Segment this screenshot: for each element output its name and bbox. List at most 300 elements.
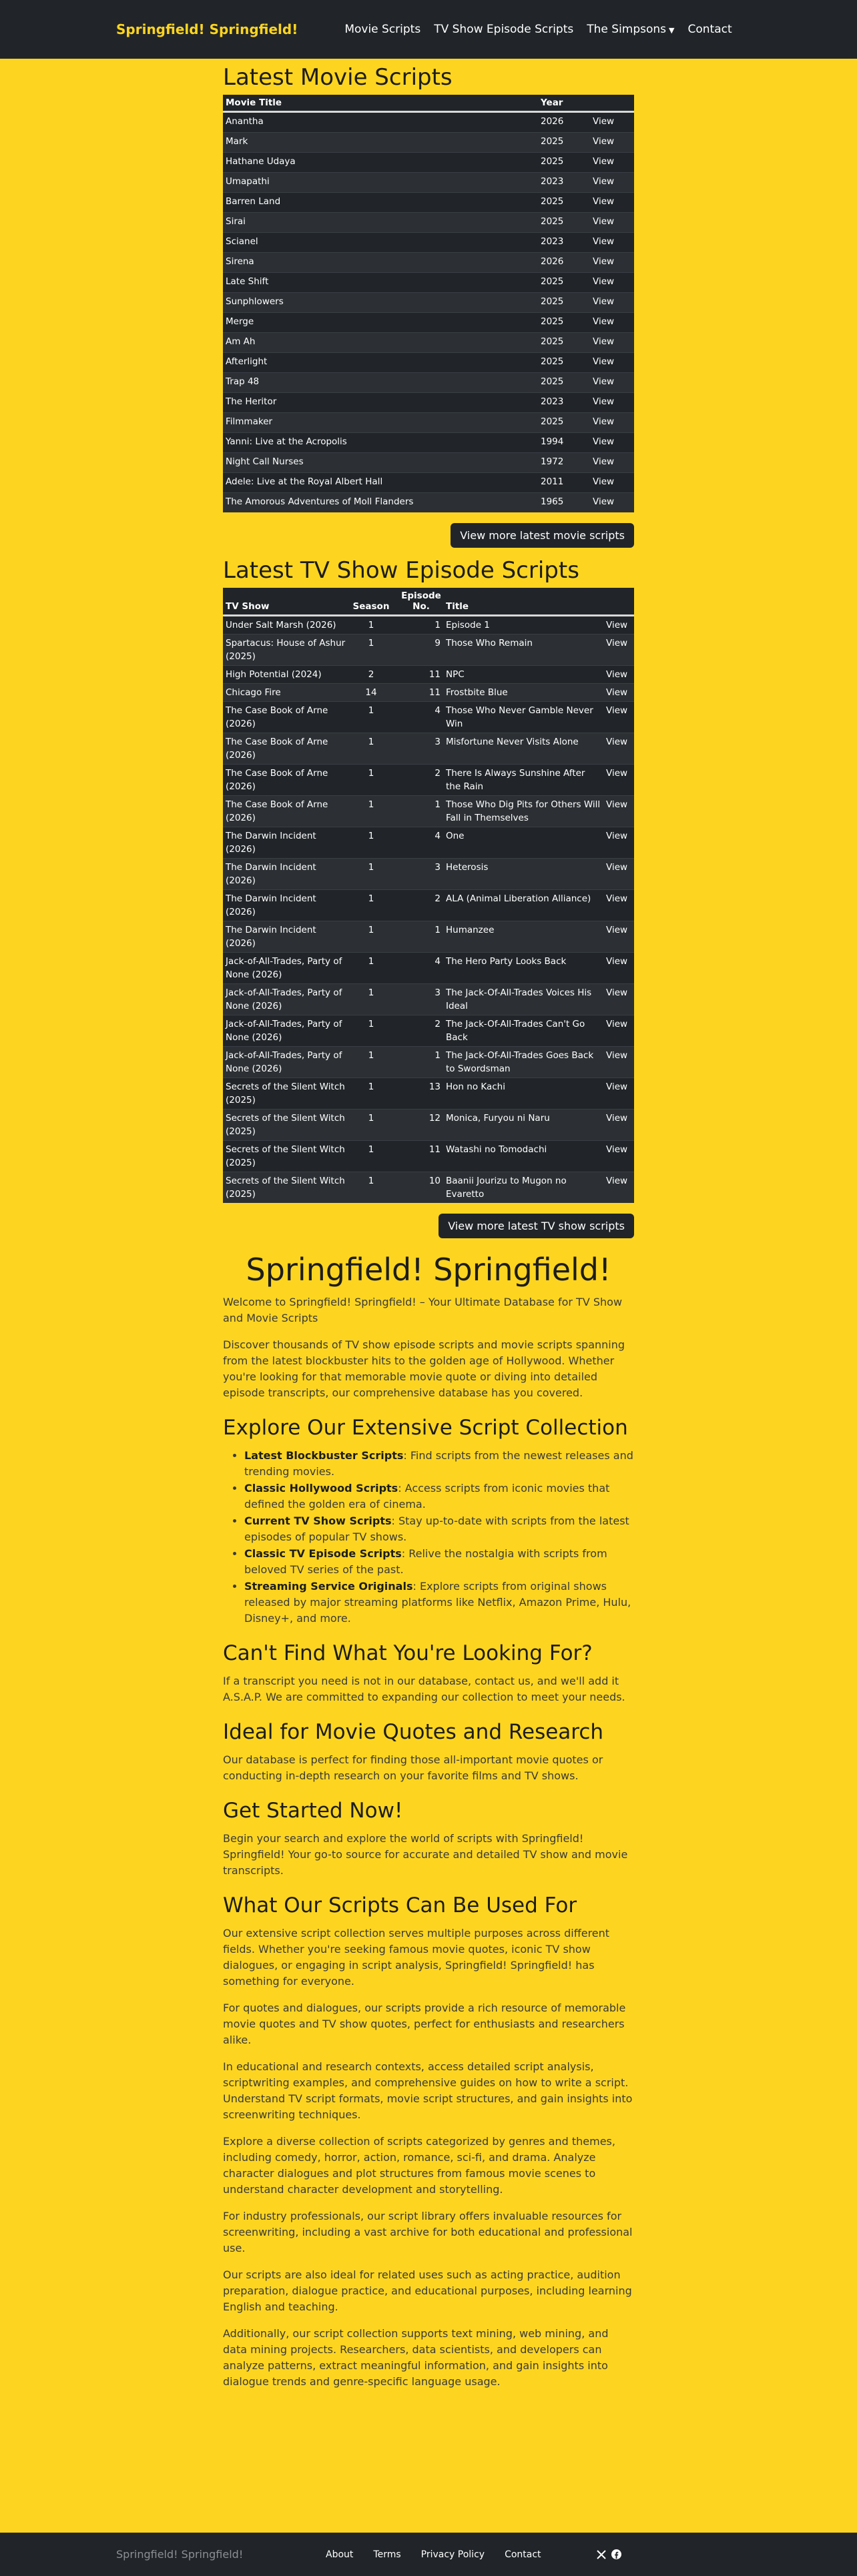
tv-title-link[interactable]: Those Who Dig Pits for Others Will Fall in Themselves <box>446 799 601 823</box>
tv-show-link[interactable]: The Case Book of Arne (2026) <box>226 737 328 761</box>
table-row <box>223 273 634 293</box>
tv-title-link[interactable]: Frostbite Blue <box>446 687 508 698</box>
movie-title-link[interactable]: Adele: Live at the Royal Albert Hall <box>226 476 383 487</box>
tv-title-link[interactable]: The Jack-Of-All-Trades Can't Go Back <box>446 1019 585 1043</box>
movie-title-cell <box>223 173 538 193</box>
tv-view-link[interactable]: View <box>606 1144 628 1155</box>
tv-title-link[interactable]: Heterosis <box>446 862 489 873</box>
tv-title-cell <box>443 1172 603 1204</box>
tv-view-link[interactable]: View <box>606 956 628 967</box>
tv-episode-cell: 4 <box>394 702 443 733</box>
tv-view-cell <box>603 953 634 984</box>
footer-terms-link[interactable]: Terms <box>373 2549 401 2560</box>
movie-view-link[interactable]: View <box>593 136 615 147</box>
tv-title-cell <box>443 1047 603 1078</box>
movie-title-link[interactable]: Merge <box>226 316 254 327</box>
tv-view-cell <box>603 684 634 702</box>
tv-title-cell <box>443 1141 603 1172</box>
collection-item-text: : Explore scripts from original shows released by major streaming platforms like Netflix, Amazon Prime, Hulu, Disney+, and more. <box>244 1580 631 1625</box>
movie-title-cell <box>223 112 538 133</box>
tv-episode-cell: 11 <box>394 666 443 684</box>
collection-item-label: Classic TV Episode Scripts <box>244 1547 402 1560</box>
movie-view-link[interactable]: View <box>593 476 615 487</box>
tv-show-cell <box>223 827 348 859</box>
table-row <box>223 433 634 453</box>
movie-title-link[interactable]: Hathane Udaya <box>226 156 296 167</box>
movie-view-link[interactable]: View <box>593 376 615 387</box>
more-tv-button[interactable]: View more latest TV show scripts <box>439 1214 634 1238</box>
tv-show-link[interactable]: Under Salt Marsh (2026) <box>226 620 336 630</box>
tv-title-link[interactable]: Watashi no Tomodachi <box>446 1144 547 1155</box>
movie-view-cell <box>590 293 634 313</box>
tv-show-cell <box>223 921 348 953</box>
uses-paragraph: Additionally, our script collection supports text mining, web mining, and data mining projects. Researchers, data scientists, and developers can analyze patterns, extract meaningful information, and gain insights into dialogue trends and genre-specific language usage. <box>223 2327 609 2388</box>
table-row <box>223 173 634 193</box>
tv-show-cell <box>223 702 348 733</box>
movie-year-cell: 2025 <box>538 373 590 393</box>
tv-show-link[interactable]: Chicago Fire <box>226 687 281 698</box>
table-row <box>223 1015 634 1047</box>
table-row <box>223 213 634 233</box>
movie-view-link[interactable]: View <box>593 436 615 447</box>
tv-view-link[interactable]: View <box>606 705 628 716</box>
tv-season-cell: 1 <box>348 1047 394 1078</box>
more-movies-button[interactable]: View more latest movie scripts <box>451 523 634 548</box>
tv-title-link[interactable]: Misfortune Never Visits Alone <box>446 737 579 747</box>
tv-show-link[interactable]: The Darwin Incident (2026) <box>226 831 316 855</box>
table-row <box>223 796 634 827</box>
tv-title-cell <box>443 921 603 953</box>
caret-down-icon: ▼ <box>669 26 675 35</box>
movie-view-link[interactable]: View <box>593 336 615 347</box>
tv-episode-cell: 1 <box>394 616 443 634</box>
nav-movie-scripts[interactable]: Movie Scripts <box>344 23 421 36</box>
tv-view-link[interactable]: View <box>606 737 628 747</box>
uses-paragraph: Our extensive script collection serves multiple purposes across different fields. Whether you're seeking famous movie quotes, iconic TV show dialogues, or engaging in script analysis, Springfield! Springfield! has something for everyone. <box>223 1927 610 1988</box>
tv-show-link[interactable]: Jack-of-All-Trades, Party of None (2026) <box>226 1050 342 1074</box>
tv-show-link[interactable]: Jack-of-All-Trades, Party of None (2026) <box>226 1019 342 1043</box>
collection-item-label: Classic Hollywood Scripts <box>244 1482 398 1494</box>
tv-season-cell: 1 <box>348 1110 394 1141</box>
movie-view-link[interactable]: View <box>593 276 615 287</box>
tv-show-cell <box>223 616 348 634</box>
movie-title-link[interactable]: Umapathi <box>226 176 270 187</box>
cant-find-text: If a transcript you need is not in our database, contact us, and we'll add it A.S.A.P. We are committed to expanding our collection to meet your needs. <box>223 1675 625 1703</box>
started-text: Begin your search and explore the world of scripts with Springfield! Springfield! Your go-to source for accurate and detailed TV show and movie transcripts. <box>223 1832 628 1877</box>
collection-item-label: Latest Blockbuster Scripts <box>244 1449 404 1462</box>
tv-show-link[interactable]: The Case Book of Arne (2026) <box>226 799 328 823</box>
collection-item-text: : Stay up-to-date with scripts from the latest episodes of popular TV shows. <box>244 1515 629 1543</box>
tv-show-link[interactable]: Spartacus: House of Ashur (2025) <box>226 638 346 662</box>
uses-heading: What Our Scripts Can Be Used For <box>223 1893 577 1917</box>
table-row <box>223 473 634 493</box>
tv-show-link[interactable]: The Case Book of Arne (2026) <box>226 768 328 792</box>
tv-episode-cell: 3 <box>394 859 443 890</box>
movie-view-link[interactable]: View <box>593 496 615 507</box>
tv-table <box>223 588 634 1203</box>
tv-view-cell <box>603 765 634 796</box>
movie-title-link[interactable]: Anantha <box>226 116 264 127</box>
tv-view-cell <box>603 733 634 765</box>
tv-title-link[interactable]: Monica, Furyou ni Naru <box>446 1113 550 1124</box>
footer-brand: Springfield! Springfield! <box>116 2548 244 2561</box>
movie-title-link[interactable]: The Amorous Adventures of Moll Flanders <box>226 496 414 507</box>
table-row <box>223 1047 634 1078</box>
nav-simpsons-dropdown[interactable] <box>587 23 674 36</box>
tv-view-cell <box>603 616 634 634</box>
tv-title-cell <box>443 827 603 859</box>
tv-show-cell <box>223 796 348 827</box>
tv-season-cell: 1 <box>348 1141 394 1172</box>
movie-year-cell: 2026 <box>538 253 590 273</box>
movie-title-link[interactable]: The Heritor <box>226 396 277 407</box>
collection-item-label: Current TV Show Scripts <box>244 1515 392 1527</box>
table-row <box>223 666 634 684</box>
tv-show-link[interactable]: The Darwin Incident (2026) <box>226 862 316 886</box>
movie-view-cell <box>590 373 634 393</box>
movie-title-link[interactable]: Am Ah <box>226 336 256 347</box>
table-row <box>223 353 634 373</box>
movie-view-link[interactable]: View <box>593 236 615 247</box>
tv-title-cell <box>443 765 603 796</box>
movie-view-cell <box>590 413 634 433</box>
tv-show-link[interactable]: Secrets of the Silent Witch (2025) <box>226 1113 345 1137</box>
table-row <box>223 634 634 666</box>
movie-view-link[interactable]: View <box>593 456 615 467</box>
table-row <box>223 616 634 634</box>
tv-episode-cell: 3 <box>394 984 443 1015</box>
movie-title-cell <box>223 373 538 393</box>
movie-view-cell <box>590 173 634 193</box>
nav-contact[interactable]: Contact <box>687 23 732 36</box>
table-row <box>223 1172 634 1204</box>
movie-year-cell: 2025 <box>538 133 590 153</box>
movie-title-link[interactable]: Night Call Nurses <box>226 456 304 467</box>
tv-title-link[interactable]: Hon no Kachi <box>446 1082 505 1092</box>
x-icon[interactable] <box>597 2550 606 2559</box>
tv-title-link[interactable]: The Jack-Of-All-Trades Voices His Ideal <box>446 987 592 1011</box>
movie-year-cell: 1965 <box>538 493 590 513</box>
tv-view-cell <box>603 634 634 666</box>
tv-season-cell: 1 <box>348 1078 394 1110</box>
table-row <box>223 1141 634 1172</box>
tv-season-cell: 14 <box>348 684 394 702</box>
tv-season-cell: 1 <box>348 1172 394 1204</box>
tv-view-cell <box>603 921 634 953</box>
movie-title-cell <box>223 413 538 433</box>
movie-year-cell: 2025 <box>538 153 590 173</box>
footer-privacy-link[interactable]: Privacy Policy <box>420 2549 485 2560</box>
tv-view-cell <box>603 1078 634 1110</box>
movie-title-link[interactable]: Yanni: Live at the Acropolis <box>226 436 347 447</box>
tv-title-cell <box>443 859 603 890</box>
movie-title-cell <box>223 153 538 173</box>
tv-show-link[interactable]: Secrets of the Silent Witch (2025) <box>226 1176 345 1200</box>
tv-view-cell <box>603 796 634 827</box>
tv-show-link[interactable]: Secrets of the Silent Witch (2025) <box>226 1144 345 1168</box>
tv-title-cell <box>443 733 603 765</box>
tv-title-cell <box>443 702 603 733</box>
tv-title-link[interactable]: Those Who Never Gamble Never Win <box>446 705 593 729</box>
tv-heading: Latest TV Show Episode Scripts <box>223 557 579 584</box>
movie-year-cell: 2025 <box>538 273 590 293</box>
table-row <box>223 313 634 333</box>
tv-view-link[interactable]: View <box>606 925 628 935</box>
movie-view-link[interactable]: View <box>593 416 615 427</box>
movies-table <box>223 95 634 512</box>
tv-view-link[interactable]: View <box>606 638 628 649</box>
col-movie-title: Movie Title <box>223 95 538 112</box>
tv-show-cell <box>223 1078 348 1110</box>
movie-view-link[interactable]: View <box>593 256 615 267</box>
tv-season-cell: 1 <box>348 616 394 634</box>
tv-title-cell <box>443 684 603 702</box>
table-row <box>223 333 634 353</box>
movie-title-link[interactable]: Barren Land <box>226 196 281 207</box>
list-item <box>244 1513 634 1545</box>
table-row <box>223 984 634 1015</box>
tv-episode-cell: 4 <box>394 827 443 859</box>
footer <box>0 2533 857 2576</box>
movie-view-link[interactable]: View <box>593 196 615 207</box>
uses-body <box>223 1925 634 2390</box>
tv-title-link[interactable]: ALA (Animal Liberation Alliance) <box>446 893 591 904</box>
movie-view-link[interactable]: View <box>593 176 615 187</box>
tv-show-cell <box>223 666 348 684</box>
tv-title-cell <box>443 616 603 634</box>
col-episode-no <box>394 588 443 616</box>
movie-view-cell <box>590 313 634 333</box>
tv-view-link[interactable]: View <box>606 620 628 630</box>
tv-view-link[interactable]: View <box>606 1113 628 1124</box>
movie-title-link[interactable]: Mark <box>226 136 248 147</box>
tv-title-cell <box>443 1015 603 1047</box>
table-row <box>223 373 634 393</box>
movie-year-cell: 2025 <box>538 313 590 333</box>
tv-title-cell <box>443 796 603 827</box>
tv-show-link[interactable]: The Darwin Incident (2026) <box>226 925 316 949</box>
table-row <box>223 733 634 765</box>
movie-title-link[interactable]: Late Shift <box>226 276 269 287</box>
tv-show-cell <box>223 953 348 984</box>
movie-view-link[interactable]: View <box>593 296 615 307</box>
tv-view-cell <box>603 1015 634 1047</box>
nav-tv-scripts[interactable]: TV Show Episode Scripts <box>434 23 574 36</box>
tv-view-cell <box>603 1172 634 1204</box>
intro-text: Welcome to Springfield! Springfield! – Your Ultimate Database for TV Show and Movie Scripts <box>223 1296 623 1324</box>
movie-year-cell: 2025 <box>538 193 590 213</box>
tv-title-cell <box>443 1078 603 1110</box>
movie-year-cell: 2023 <box>538 393 590 413</box>
tv-season-cell: 2 <box>348 666 394 684</box>
tv-title-cell <box>443 634 603 666</box>
movie-title-link[interactable]: Sirena <box>226 256 254 267</box>
tv-title-link[interactable]: The Hero Party Looks Back <box>446 956 567 967</box>
table-row <box>223 765 634 796</box>
table-row <box>223 827 634 859</box>
table-row <box>223 112 634 133</box>
tv-title-link[interactable]: Episode 1 <box>446 620 490 630</box>
tv-view-cell <box>603 1047 634 1078</box>
table-row <box>223 890 634 921</box>
movie-view-cell <box>590 453 634 473</box>
tv-view-link[interactable]: View <box>606 831 628 841</box>
movie-year-cell: 1994 <box>538 433 590 453</box>
tv-view-link[interactable]: View <box>606 987 628 998</box>
movie-year-cell: 2025 <box>538 353 590 373</box>
movie-year-cell: 2025 <box>538 333 590 353</box>
tv-show-link[interactable]: High Potential (2024) <box>226 669 322 680</box>
table-row <box>223 1110 634 1141</box>
movie-title-cell <box>223 333 538 353</box>
movie-title-link[interactable]: Sunphlowers <box>226 296 284 307</box>
movie-title-cell <box>223 253 538 273</box>
movie-view-link[interactable]: View <box>593 216 615 227</box>
started-heading: Get Started Now! <box>223 1799 403 1823</box>
col-title: Title <box>443 588 603 616</box>
tv-view-cell <box>603 666 634 684</box>
movie-title-link[interactable]: Afterlight <box>226 356 268 367</box>
tv-title-link[interactable]: Those Who Remain <box>446 638 533 649</box>
movie-title-cell <box>223 293 538 313</box>
uses-paragraph: Explore a diverse collection of scripts categorized by genres and themes, including comedy, horror, action, romance, sci-fi, and drama. Analyze character dialogues and plot structures from famous movie scenes to understand character development and storytelling. <box>223 2135 615 2196</box>
tv-show-link[interactable]: The Darwin Incident (2026) <box>226 893 316 917</box>
tv-title-cell <box>443 953 603 984</box>
movie-view-cell <box>590 193 634 213</box>
tv-view-link[interactable]: View <box>606 893 628 904</box>
tv-episode-cell: 12 <box>394 1110 443 1141</box>
collection-item-text: : Access scripts from iconic movies that defined the golden era of cinema. <box>244 1482 610 1511</box>
tv-season-cell: 1 <box>348 796 394 827</box>
movie-title-cell <box>223 453 538 473</box>
tv-episode-cell: 2 <box>394 1015 443 1047</box>
col-year: Year <box>538 95 590 112</box>
tv-title-cell <box>443 1110 603 1141</box>
tv-season-cell: 1 <box>348 634 394 666</box>
movie-title-cell <box>223 133 538 153</box>
tv-show-link[interactable]: Secrets of the Silent Witch (2025) <box>226 1082 345 1106</box>
table-row <box>223 293 634 313</box>
tv-episode-cell: 3 <box>394 733 443 765</box>
col-tv-show: TV Show <box>223 588 348 616</box>
tv-view-link[interactable]: View <box>606 799 628 810</box>
col-season: Season <box>348 588 394 616</box>
tv-show-link[interactable]: Jack-of-All-Trades, Party of None (2026) <box>226 987 342 1011</box>
tv-view-cell <box>603 702 634 733</box>
tv-show-cell <box>223 733 348 765</box>
tv-show-cell <box>223 684 348 702</box>
movie-view-link[interactable]: View <box>593 156 615 167</box>
tv-show-link[interactable]: Jack-of-All-Trades, Party of None (2026) <box>226 956 342 980</box>
tv-title-link[interactable]: One <box>446 831 465 841</box>
movie-view-cell <box>590 253 634 273</box>
tv-view-link[interactable]: View <box>606 862 628 873</box>
movie-view-link[interactable]: View <box>593 356 615 367</box>
movie-year-cell: 2026 <box>538 112 590 133</box>
footer-about-link[interactable]: About <box>326 2549 354 2560</box>
tv-show-link[interactable]: The Case Book of Arne (2026) <box>226 705 328 729</box>
cant-find-heading: Can't Find What You're Looking For? <box>223 1641 593 1665</box>
tv-title-cell <box>443 890 603 921</box>
tv-season-cell: 1 <box>348 733 394 765</box>
tv-title-link[interactable]: Baanii Jourizu to Mugon no Evaretto <box>446 1176 567 1200</box>
movie-title-link[interactable]: Filmmaker <box>226 416 273 427</box>
tv-title-link[interactable]: NPC <box>446 669 465 680</box>
movie-view-cell <box>590 153 634 173</box>
brand-link[interactable]: Springfield! Springfield! <box>116 21 298 37</box>
tv-title-link[interactable]: The Jack-Of-All-Trades Goes Back to Swordsman <box>446 1050 594 1074</box>
movie-view-link[interactable]: View <box>593 396 615 407</box>
tv-show-cell <box>223 1047 348 1078</box>
movie-view-link[interactable]: View <box>593 316 615 327</box>
tv-view-link[interactable]: View <box>606 669 628 680</box>
tv-episode-cell: 1 <box>394 796 443 827</box>
table-row <box>223 453 634 473</box>
tv-view-link[interactable]: View <box>606 1019 628 1029</box>
tv-episode-cell: 2 <box>394 890 443 921</box>
table-row <box>223 133 634 153</box>
movie-title-cell <box>223 353 538 373</box>
tv-view-link[interactable]: View <box>606 687 628 698</box>
facebook-icon[interactable] <box>611 2549 621 2559</box>
movie-title-link[interactable]: Scianel <box>226 236 258 247</box>
table-row <box>223 153 634 173</box>
tv-title-link[interactable]: Humanzee <box>446 925 495 935</box>
tv-view-cell <box>603 984 634 1015</box>
tv-episode-cell: 1 <box>394 921 443 953</box>
col-view <box>590 95 634 112</box>
tv-view-link[interactable]: View <box>606 768 628 779</box>
collection-heading: Explore Our Extensive Script Collection <box>223 1416 628 1440</box>
tv-title-cell <box>443 984 603 1015</box>
table-row <box>223 233 634 253</box>
tv-view-cell <box>603 1110 634 1141</box>
movie-view-cell <box>590 112 634 133</box>
main-content <box>223 64 634 2390</box>
movie-title-cell <box>223 193 538 213</box>
col-tv-view <box>603 588 634 616</box>
tv-season-cell: 1 <box>348 765 394 796</box>
tv-view-link[interactable]: View <box>606 1176 628 1186</box>
movie-view-link[interactable]: View <box>593 116 615 127</box>
tv-header-row <box>223 588 634 616</box>
movie-view-cell <box>590 393 634 413</box>
table-row <box>223 393 634 413</box>
col-episode-no-label: Episode No. <box>401 590 441 612</box>
tv-show-cell <box>223 1141 348 1172</box>
uses-paragraph: For industry professionals, our script library offers invaluable resources for screenwriting, including a vast archive for both educational and professional use. <box>223 2210 633 2254</box>
movie-year-cell: 2023 <box>538 173 590 193</box>
uses-paragraph: For quotes and dialogues, our scripts provide a rich resource of memorable movie quotes and TV show quotes, perfect for enthusiasts and researchers alike. <box>223 2002 626 2046</box>
tv-season-cell: 1 <box>348 859 394 890</box>
movie-title-link[interactable]: Sirai <box>226 216 246 227</box>
movie-title-link[interactable]: Trap 48 <box>226 376 260 387</box>
tv-view-cell <box>603 1141 634 1172</box>
movie-year-cell: 2025 <box>538 213 590 233</box>
movie-view-cell <box>590 213 634 233</box>
tv-episode-cell: 11 <box>394 684 443 702</box>
table-row <box>223 493 634 513</box>
tv-show-cell <box>223 859 348 890</box>
navbar <box>0 0 857 59</box>
movie-view-cell <box>590 353 634 373</box>
movie-view-cell <box>590 473 634 493</box>
tv-view-cell <box>603 859 634 890</box>
footer-contact-link[interactable]: Contact <box>505 2549 541 2560</box>
tv-title-link[interactable]: There Is Always Sunshine After the Rain <box>446 768 585 792</box>
tv-view-link[interactable]: View <box>606 1082 628 1092</box>
tv-view-link[interactable]: View <box>606 1050 628 1061</box>
